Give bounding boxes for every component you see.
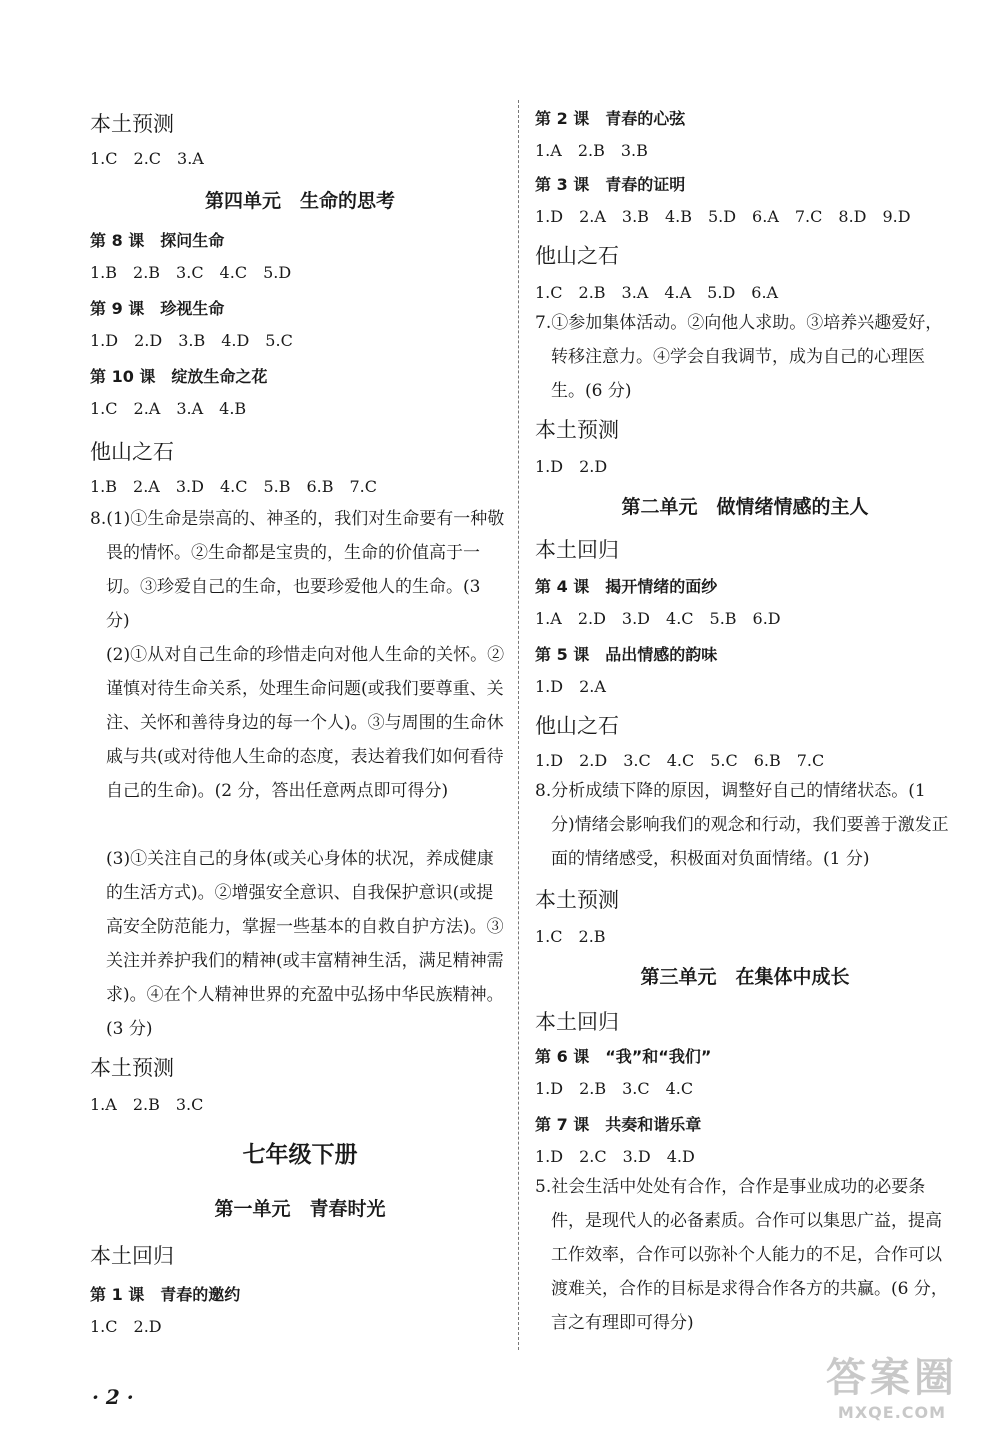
answer-line: 1.D 2.D 3.C 4.C 5.C 6.B 7.C: [535, 751, 825, 770]
answer-line: 1.C 2.A 3.A 4.B: [90, 399, 247, 418]
watermark-logo: [802, 1344, 982, 1424]
answer-line: 1.A 2.B 3.C: [90, 1095, 204, 1114]
answer-line: 1.D 2.A 3.B 4.B 5.D 6.A 7.C 8.D 9.D: [535, 207, 911, 226]
answer-line: 1.A 2.B 3.B: [535, 141, 648, 160]
section-heading: 本土回归: [535, 1010, 619, 1034]
answer-paragraph: (3)①关注自己的身体(或关心身体的状况，养成健康的生活方式)。②增强安全意识、自我保护意识(或提高安全防范能力，掌握一些基本的自救自护方法)。③关注并养护我们的精神(或丰富精神生活，满足精神需求)。④在个人精神世界的充盈中弘扬中华民族精神。(3 分): [106, 849, 504, 1039]
section-heading: 他山之石: [90, 440, 174, 464]
lesson-title: 第 10 课 绽放生命之花: [90, 367, 268, 386]
unit-title: 第四单元 生命的思考: [204, 190, 395, 212]
answer-paragraph: 5.社会生活中处处有合作，合作是事业成功的必要条件，是现代人的必备素质。合作可以集思广益，提高工作效率，合作可以弥补个人能力的不足，合作可以渡难关，合作的目标是求得合作各方的共赢。(6 分，言之有理即可得分): [535, 1177, 948, 1333]
lesson-title: 第 8 课 探问生命: [90, 231, 225, 250]
answer-line: 1.D 2.D 3.B 4.D 5.C: [90, 331, 293, 350]
section-heading: 本土回归: [90, 1244, 174, 1268]
answer-paragraph: 8.分析成绩下降的原因，调整好自己的情绪状态。(1 分)情绪会影响我们的观念和行动，我们要善于激发正面的情绪感受，积极面对负面情绪。(1 分): [535, 781, 949, 869]
lesson-title: 第 1 课 青春的邀约: [90, 1285, 241, 1304]
answer-line: 1.C 2.D: [90, 1317, 162, 1336]
unit-title: 第一单元 青春时光: [214, 1198, 386, 1220]
section-heading: 本土预测: [535, 418, 619, 442]
section-heading: 本土预测: [535, 888, 619, 912]
section-heading: 他山之石: [535, 244, 619, 268]
answer-line: 1.C 2.C 3.A: [90, 149, 204, 168]
lesson-title: 第 5 课 品出情感的韵味: [535, 645, 718, 664]
answer-line: 1.D 2.B 3.C 4.C: [535, 1079, 694, 1098]
lesson-title: 第 2 课 青春的心弦: [535, 109, 686, 128]
answer-line: 1.A 2.D 3.D 4.C 5.B 6.D: [535, 609, 781, 628]
answer-paragraph: 7.①参加集体活动。②向他人求助。③培养兴趣爱好，转移注意力。④学会自我调节，成为自己的心理医生。(6 分): [535, 313, 943, 401]
column-divider: [518, 100, 519, 1350]
answer-line: 1.C 2.B: [535, 927, 606, 946]
section-heading: 他山之石: [535, 714, 619, 738]
section-heading: 本土回归: [535, 538, 619, 562]
lesson-title: 第 9 课 珍视生命: [90, 299, 225, 318]
grade-title: 七年级下册: [242, 1142, 358, 1168]
answer-line: 1.C 2.B 3.A 4.A 5.D 6.A: [535, 283, 779, 302]
page-number: · 2 ·: [92, 1385, 134, 1409]
unit-title: 第三单元 在集体中成长: [640, 966, 850, 988]
answer-line: 1.B 2.B 3.C 4.C 5.D: [90, 263, 292, 282]
lesson-title: 第 4 课 揭开情绪的面纱: [535, 577, 718, 596]
unit-title: 第二单元 做情绪情感的主人: [621, 496, 869, 518]
watermark-url: MXQE.COM: [837, 1403, 947, 1422]
section-heading: 本土预测: [90, 1056, 174, 1080]
answer-paragraph: (2)①从对自己生命的珍惜走向对他人生命的关怀。②谨慎对待生命关系，处理生命问题(或我们要尊重、关注、关怀和善待身边的每一个人)。③与周围的生命休戚与共(或对待他人生命的态度，表达着我们如何看待自己的生命)。(2 分，答出任意两点即可得分): [106, 645, 505, 801]
answer-line: 1.D 2.D: [535, 457, 608, 476]
lesson-title: 第 6 课 “我”和“我们”: [535, 1047, 712, 1066]
answer-line: 1.D 2.A: [535, 677, 606, 696]
section-heading: 本土预测: [90, 112, 174, 136]
watermark-logo-text: 答案圈: [826, 1355, 958, 1401]
lesson-title: 第 7 课 共奏和谐乐章: [535, 1115, 702, 1134]
lesson-title: 第 3 课 青春的证明: [535, 175, 686, 194]
answer-line: 1.D 2.C 3.D 4.D: [535, 1147, 695, 1166]
answer-line: 1.B 2.A 3.D 4.C 5.B 6.B 7.C: [90, 477, 378, 496]
answer-paragraph: 8.(1)①生命是崇高的、神圣的，我们对生命要有一种敬畏的情怀。②生命都是宝贵的，生命的价值高于一切。③珍爱自己的生命，也要珍爱他人的生命。(3 分): [90, 509, 505, 631]
